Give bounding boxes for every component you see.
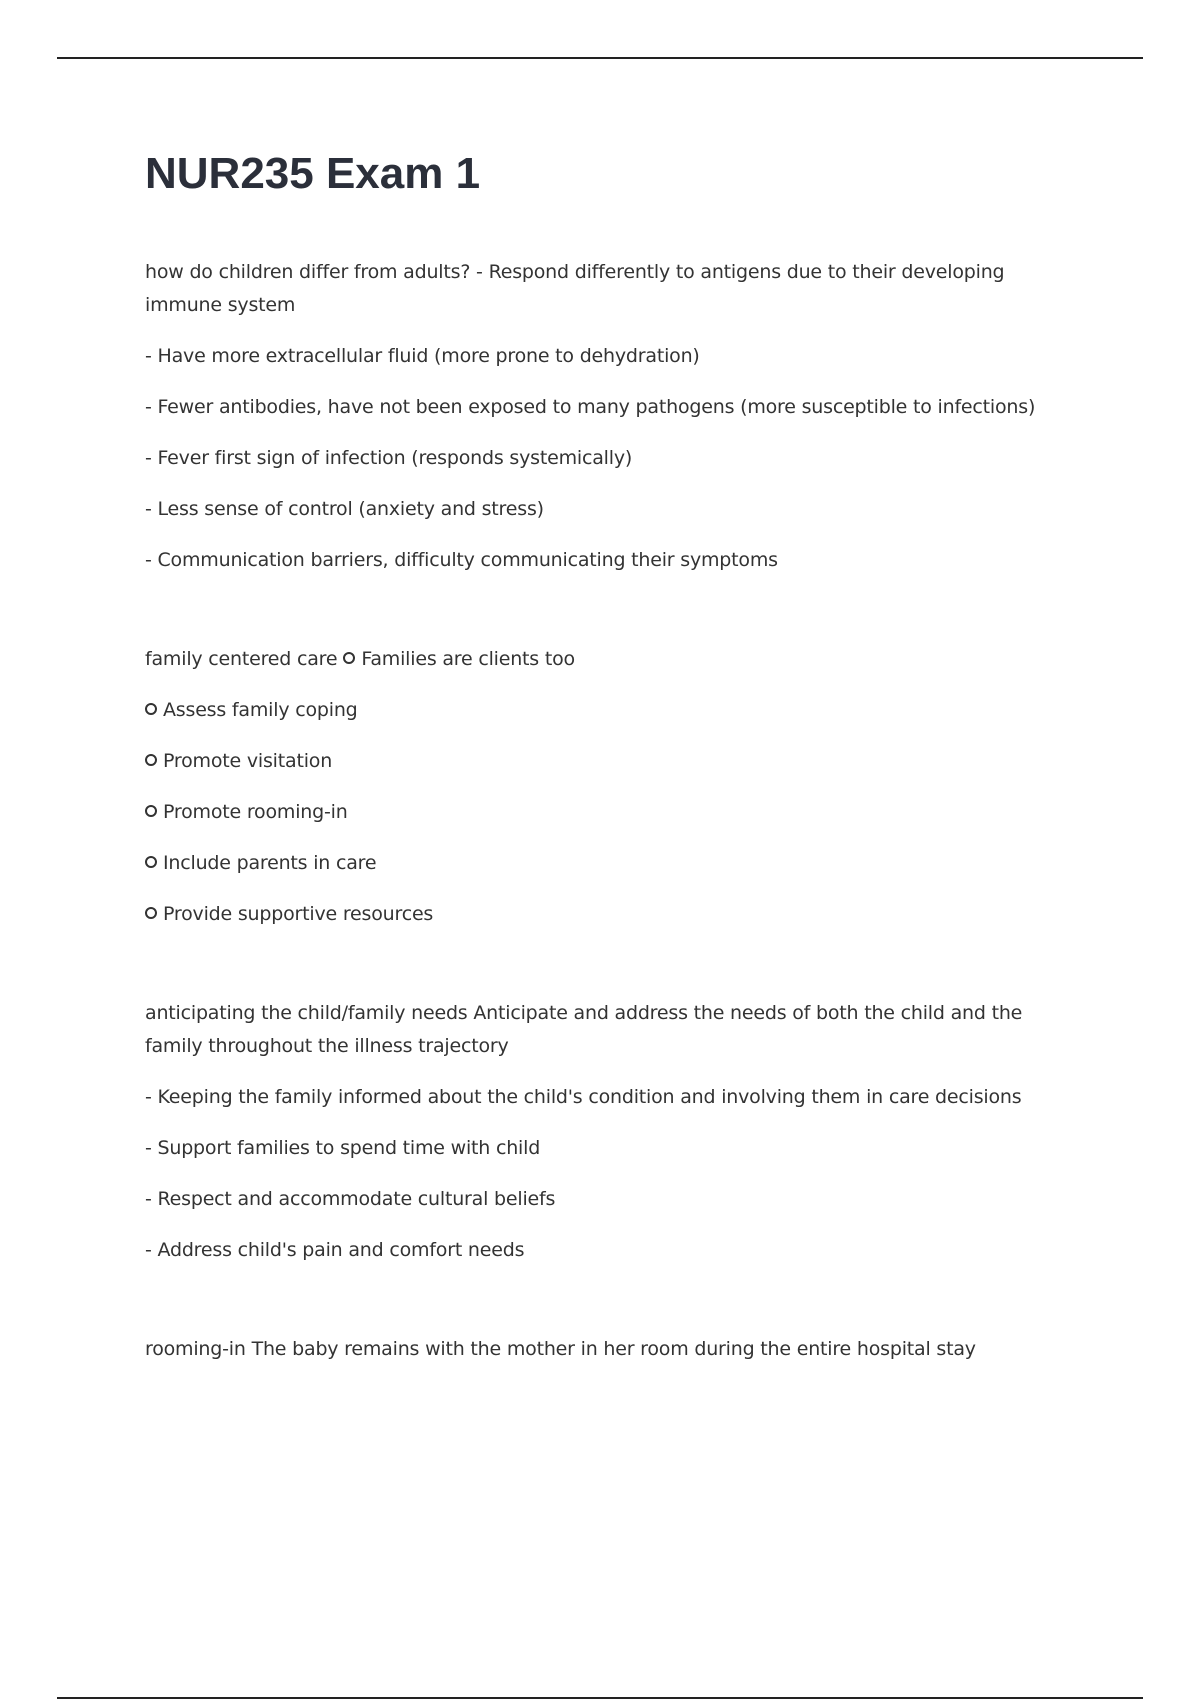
card-question-line xyxy=(145,1333,1065,1366)
card-question-line xyxy=(145,997,1065,1063)
circle-bullet-icon xyxy=(145,907,157,919)
list-item: - Less sense of control (anxiety and stress) xyxy=(145,498,544,520)
card-question-line xyxy=(145,256,1065,322)
circle-bullet-icon xyxy=(145,805,157,817)
list-item: - Fever first sign of infection (responds systemically) xyxy=(145,447,633,469)
list-item-text: Promote visitation xyxy=(163,750,333,772)
page-title: NUR235 Exam 1 xyxy=(145,149,481,198)
bottom-rule xyxy=(57,1697,1143,1699)
flashcard xyxy=(145,997,1065,1267)
list-item-text: Promote rooming-in xyxy=(163,801,348,823)
card-term: how do children differ from adults? xyxy=(145,261,471,283)
list-item xyxy=(145,694,1065,727)
card-definition: The baby remains with the mother in her room during the entire hospital stay xyxy=(251,1338,976,1360)
document-body xyxy=(145,140,1065,1384)
card-term: rooming-in xyxy=(145,1338,246,1360)
list-item-text: Assess family coping xyxy=(163,699,358,721)
card-question-line xyxy=(145,643,1065,676)
flashcard xyxy=(145,256,1065,577)
list-item: - Communication barriers, difficulty communicating their symptoms xyxy=(145,549,778,571)
list-item: - Fewer antibodies, have not been exposed to many pathogens (more susceptible to infections) xyxy=(145,396,1036,418)
list-item-text: Provide supportive resources xyxy=(163,903,434,925)
circle-bullet-icon xyxy=(145,856,157,868)
list-item xyxy=(145,898,1065,931)
flashcard xyxy=(145,1333,1065,1366)
card-term: anticipating the child/family needs xyxy=(145,1002,468,1024)
flashcard xyxy=(145,643,1065,931)
circle-bullet-icon xyxy=(145,754,157,766)
list-item xyxy=(145,745,1065,778)
list-item xyxy=(145,847,1065,880)
card-definition: Anticipate and address the needs of both the child and the family throughout the illness trajectory xyxy=(145,1002,1023,1057)
list-item: - Keeping the family informed about the child's condition and involving them in care decisions xyxy=(145,1086,1022,1108)
card-definition: Respond differently to antigens due to their developing immune system xyxy=(145,261,1005,316)
list-item xyxy=(145,796,1065,829)
term-separator: - xyxy=(470,261,489,283)
list-item: - Address child's pain and comfort needs xyxy=(145,1239,525,1261)
list-item-text: Include parents in care xyxy=(163,852,377,874)
circle-bullet-icon xyxy=(145,703,157,715)
circle-bullet-icon xyxy=(343,652,355,664)
list-item: - Support families to spend time with child xyxy=(145,1137,541,1159)
card-definition: Families are clients too xyxy=(361,648,575,670)
top-rule xyxy=(57,57,1143,59)
list-item: - Have more extracellular fluid (more prone to dehydration) xyxy=(145,345,700,367)
card-term: family centered care xyxy=(145,648,338,670)
list-item: - Respect and accommodate cultural beliefs xyxy=(145,1188,556,1210)
